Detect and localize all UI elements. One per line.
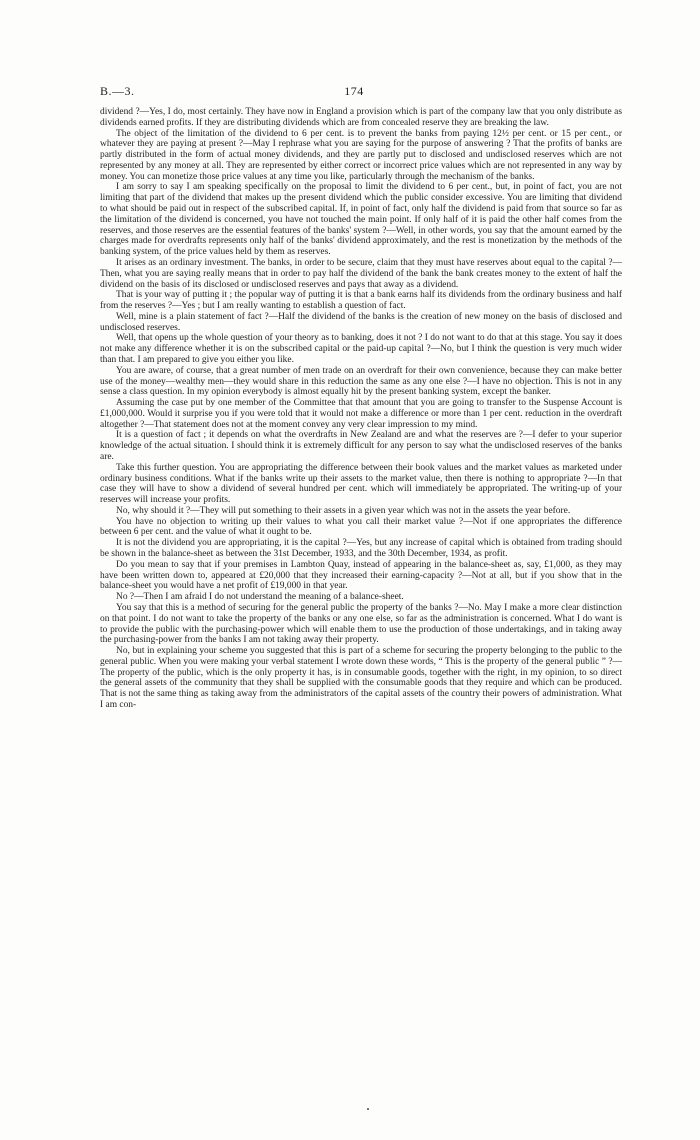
paragraph: It is a question of fact ; it depends on what the overdrafts in New Zealand are and what the reserves are ?—I defer to your superior knowledge of the actual situation. I should think it is extremely difficult for any person to say what the undisclosed reserves of the banks are. — [100, 430, 622, 462]
paragraph: The object of the limitation of the dividend to 6 per cent. is to prevent the banks from paying 12½ per cent. or 15 per cent., or whatever they are paying at present ?—May I rephrase what you are saying for the purpose of answering ? That the profits of banks are partly distributed in the form of actual money dividends, and they are partly put to disclosed and undisclosed reserves which are not represented by any money at all. They are represented by either correct or incorrect price values which are not represented in any way by money. You can monetize those price values at any time you like, particularly through the mechanism of the banks. — [100, 128, 622, 182]
document-body — [100, 107, 622, 711]
paragraph: No ?—Then I am afraid I do not understand the meaning of a balance-sheet. — [116, 592, 404, 603]
paragraph: dividend ?—Yes, I do, most certainly. They have now in England a provision which is part of the company law that you only distribute as dividends earned profits. If they are distributing dividends which are from concealed reserve they are breaking the law. — [100, 107, 622, 128]
paragraph: I am sorry to say I am speaking specifically on the proposal to limit the dividend to 6 per cent., but, in point of fact, you are not limiting that part of the dividend that makes up the present dividend which the public consider excessive. You are limiting that dividend to what should be paid out in respect of the subscribed capital. If, in point of fact, only half the dividend is paid from that source so far as the limitation of the dividend is concerned, you have not touched the main point. If only half of it is paid the other half comes from the reserves, and those reserves are the essential features of the banks' system ?—Well, in other words, you say that the amount earned by the charges made for overdrafts represents only half of the banks' dividend approximately, and the rest is monetization by the methods of the banking system, of the price values held by them as reserves. — [100, 182, 622, 258]
paragraph: It is not the dividend you are appropriating, it is the capital ?—Yes, but any increase of capital which is obtained from trading should be shown in the balance-sheet as between the 31st December, 1933, and the 30th December, 1934, as profit. — [100, 538, 622, 560]
paragraph: No, why should it ?—They will put something to their assets in a given year which was not in the assets the year before. — [116, 505, 571, 516]
paragraph: You have no objection to writing up their values to what you call their market value ?—Not if one appropriates the difference between 6 per cent. and the value of what it ought to be. — [100, 516, 622, 538]
paragraph: Do you mean to say that if your premises in Lambton Quay, instead of appearing in the balance-sheet as, say, £1,000, as they may have been written down to, appeared at £20,000 that they increased their earning-capacity ?—Not at all, but if you show that in the balance-sheet you would have a net profit of £19,000 in that year. — [100, 559, 622, 592]
paragraph: Take this further question. You are appropriating the difference between their book values and the market values as marketed under ordinary business conditions. What if the banks write up their assets to the market value, then there is nothing to appropriate ?—In that case they will have to show a dividend of several hundred per cent. which will immediately be appropriated. The writing-up of your reserves will increase your profits. — [100, 462, 622, 506]
paragraph: You are aware, of course, that a great number of men trade on an overdraft for their own convenience, because they can make better use of the money—wealthy men—they would share in this reduction the same as any one else ?—I have no objection. This is not in any sense a class question. In my opinion everybody is almost equally hit by the present banking system, except the banker. — [100, 365, 622, 398]
paragraph: No, but in explaining your scheme you suggested that this is part of a scheme for securing the property belonging to the public to the general public. When you were making your verbal statement I wrote down these words, “ This is the property of the general public ” ?—The property of the public, which is the only property it has, is in consumable goods, together with the right, in my opinion, to so direct the general assets of the community that they shall be supplied with the consumable goods that they require and which can be produced. That is not the same thing as taking away from the administrators of the capital assets of the country their powers of administration. What I am con- — [100, 646, 622, 710]
paragraph: You say that this is a method of securing for the general public the property of the banks ?—No. May I make a more clear distinction on that point. I do not want to take the property of the banks or any one else, so far as the administration is concerned. What I do want is to provide the public with the purchasing-power which will enable them to use the production of those undertakings, and in taking away the purchasing-power from the banks I am not taking away their property. — [100, 602, 622, 646]
paragraph: Well, that opens up the whole question of your theory as to banking, does it not ? I do not want to do that at this stage. You say it does not make any difference whether it is on the subscribed capital or the paid-up capital ?—No, but I think the question is very much wider than that. I am prepared to give you either you like. — [100, 333, 622, 365]
paragraph: That is your way of putting it ; the popular way of putting it is that a bank earns half its dividends from the ordinary business and half from the reserves ?—Yes ; but I am really wanting to establish a question of fact. — [100, 290, 622, 312]
paragraph: It arises as an ordinary investment. The banks, in order to be secure, claim that they must have reserves about equal to the capital ?—Then, what you are saying really means that in order to pay half the dividend of the bank the bank creates money to the extent of half the dividend on the basis of its disclosed or undisclosed reserves and pays that away as a dividend. — [100, 257, 622, 290]
page-number: 174 — [344, 84, 364, 98]
page-header-reference: B.—3. — [100, 84, 135, 98]
scan-speck — [367, 1108, 369, 1110]
paragraph: Well, mine is a plain statement of fact ?—Half the dividend of the banks is the creation of new money on the basis of disclosed and undisclosed reserves. — [100, 311, 622, 333]
paragraph: Assuming the case put by one member of the Committee that that amount that you are going to transfer to the Suspense Account is £1,000,000. Would it surprise you if you were told that it would not make a difference or more than 1 per cent. reduction in the overdraft altogether ?—That statement does not at the moment convey any very clear impression to my mind. — [100, 398, 622, 430]
